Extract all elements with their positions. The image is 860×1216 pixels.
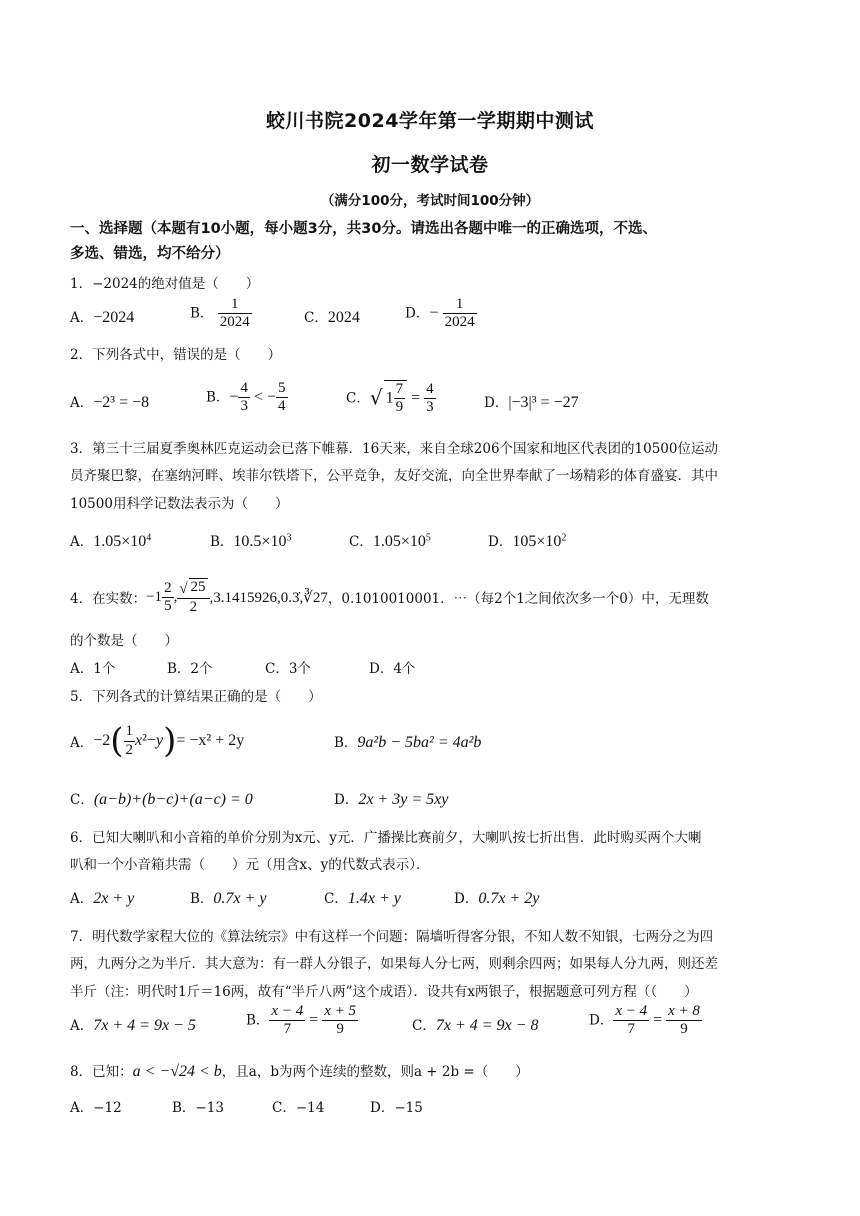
question-5-option-d: D．2x + 3y = 5xy [334, 791, 449, 808]
question-6-option-b: B．0.7x + y [190, 890, 267, 907]
question-2-option-c: C．√ 1 $\frac{7}{9}$ = $\frac{4}{3}$ [346, 381, 434, 416]
question-4-option-d: D．4个 [369, 661, 416, 677]
fraction: $\frac{x - 4}{7}$ [271, 1003, 304, 1038]
question-8-stem: 8．已知：a < −√24 < b，且a，b为两个连续的整数，则a + 2b =（ ） [70, 1063, 529, 1080]
question-1-option-b: B． $\frac{1}{2024}$ [190, 296, 250, 331]
question-3-option-a: A．$1.05\times 10^4$ [70, 532, 152, 550]
question-2-option-a: A．−2³ = −8 [70, 394, 150, 411]
fraction: $\frac{7}{9}$ [395, 381, 404, 416]
question-6-option-d: D．0.7x + 2y [454, 890, 540, 907]
fraction: $\frac{2}{5}$ [164, 579, 172, 614]
fraction: $\frac{5}{4}$ [278, 380, 286, 415]
question-7-stem-line3: 半斤（注：明代时1斤＝16两，故有“半斤八两”这个成语）．设共有x两银子，根据题意可列方程（（ ） [70, 984, 698, 1000]
question-2-option-d: D．|−3|³ = −27 [484, 394, 579, 411]
question-7-option-b: B． $\frac{x - 4}{7}$ = $\frac{x + 5}{9}$ [246, 1003, 357, 1038]
question-5-option-a: A． −2 ( $\frac{1}{2}$ x²−y ) = −x² + 2y [70, 721, 245, 761]
fraction: $\frac{4}{3}$ [426, 381, 434, 416]
question-1-option-d: D．− $\frac{1}{2024}$ [405, 296, 475, 331]
section-heading-line2: 多选、错选，均不给分） [70, 246, 230, 262]
question-2-option-b: B．− $\frac{4}{3}$ < − $\frac{5}{4}$ [206, 380, 286, 415]
question-3-option-b: B．$10.5\times 10^3$ [210, 532, 292, 550]
question-7-stem-line1: 7．明代数学家程大位的《算法统宗》中有这样一个问题：隔墙听得客分银，不知人数不知银，七两分之为四 [70, 929, 714, 945]
question-2-stem: 2．下列各式中，错误的是（ ） [70, 347, 282, 363]
question-7-stem-line2: 两，九两分之为半斤．其大意为：有一群人分银子，如果每人分七两，则剩余四两；如果每人分九两，则还差 [70, 956, 718, 972]
fraction: $\frac{1}{2024}$ [444, 296, 475, 331]
question-7-option-a: A．7x + 4 = 9x − 5 [70, 1017, 196, 1034]
question-6-stem-line2: 叭和一个小音箱共需（ ）元（用含x、y的代数式表示）． [70, 857, 430, 873]
exam-title: 蛟川书院2024学年第一学期期中测试 [266, 110, 594, 132]
fraction: $\frac{1}{2}$ [125, 723, 134, 758]
exam-subtitle: 初一数学试卷 [371, 154, 489, 176]
question-8-option-d: D．−15 [370, 1100, 423, 1116]
question-4-stem: 4．在实数： −1 $\frac{2}{5}$ , $\frac{√ 25}{2}$ ,3.1415926,0.3̇,∛27 ，0.1010010001．⋯（每2个1之间依次多一个0）中，无理数 [70, 579, 709, 616]
question-6-option-c: C．1.4x + y [324, 890, 401, 907]
question-1-stem: 1．−2024的绝对值是（ ） [70, 276, 260, 292]
question-1-option-a: A．−2024 [70, 309, 135, 326]
question-5-option-b: B．9a²b − 5ba² = 4a²b [334, 734, 482, 751]
fraction: $\frac{x + 8}{9}$ [668, 1003, 700, 1038]
fraction: $\frac{1}{2024}$ [219, 296, 250, 331]
question-6-option-a: A．2x + y [70, 890, 135, 907]
fraction: $\frac{√ 25}{2}$ [177, 578, 209, 617]
fraction: $\frac{x - 4}{7}$ [615, 1003, 648, 1038]
question-8-option-a: A．−12 [70, 1100, 122, 1116]
question-3-option-c: C．$1.05\times 10^5$ [349, 532, 431, 550]
exam-note: （满分100分，考试时间100分钟） [320, 193, 540, 209]
section-heading-line1: 一、选择题（本题有10小题，每小题3分，共30分。请选出各题中唯一的正确选项，不选、 [70, 221, 657, 237]
question-3-option-d: D．$105\times 10^2$ [488, 532, 567, 550]
question-3-stem-line1: 3．第三十三届夏季奥林匹克运动会已落下帷幕．16天来，来自全球206个国家和地区代表团的10500位运动 [70, 441, 718, 457]
question-8-option-c: C．−14 [272, 1100, 325, 1116]
question-4-option-a: A．1个 [70, 661, 116, 677]
fraction: $\frac{x + 5}{9}$ [324, 1003, 357, 1038]
fraction: $\frac{4}{3}$ [240, 380, 248, 415]
question-1-option-c: C．2024 [304, 309, 360, 326]
question-5-option-c: C．(a−b)+(b−c)+(a−c) = 0 [70, 791, 253, 808]
question-7-option-c: C．7x + 4 = 9x − 8 [412, 1017, 539, 1034]
question-5-stem: 5．下列各式的计算结果正确的是（ ） [70, 689, 322, 705]
question-4-stem-line2: 的个数是（ ） [70, 633, 178, 649]
question-3-stem-line3: 10500用科学记数法表示为（ ） [70, 496, 289, 512]
question-4-option-b: B．2个 [167, 661, 213, 677]
question-7-option-d: D． $\frac{x - 4}{7}$ = $\frac{x + 8}{9}$ [589, 1003, 700, 1038]
question-3-stem-line2: 员齐聚巴黎，在塞纳河畔、埃菲尔铁塔下，公平竞争，友好交流，向全世界奉献了一场精彩的体育盛宴．其中 [70, 468, 718, 484]
square-root: 1 $\frac{7}{9}$ [384, 380, 408, 417]
question-8-option-b: B．−13 [172, 1100, 224, 1116]
question-4-option-c: C．3个 [265, 661, 311, 677]
question-6-stem-line1: 6．已知大喇叭和小音箱的单价分别为x元、y元．广播操比赛前夕，大喇叭按七折出售．此时购买两个大喇 [70, 830, 702, 846]
